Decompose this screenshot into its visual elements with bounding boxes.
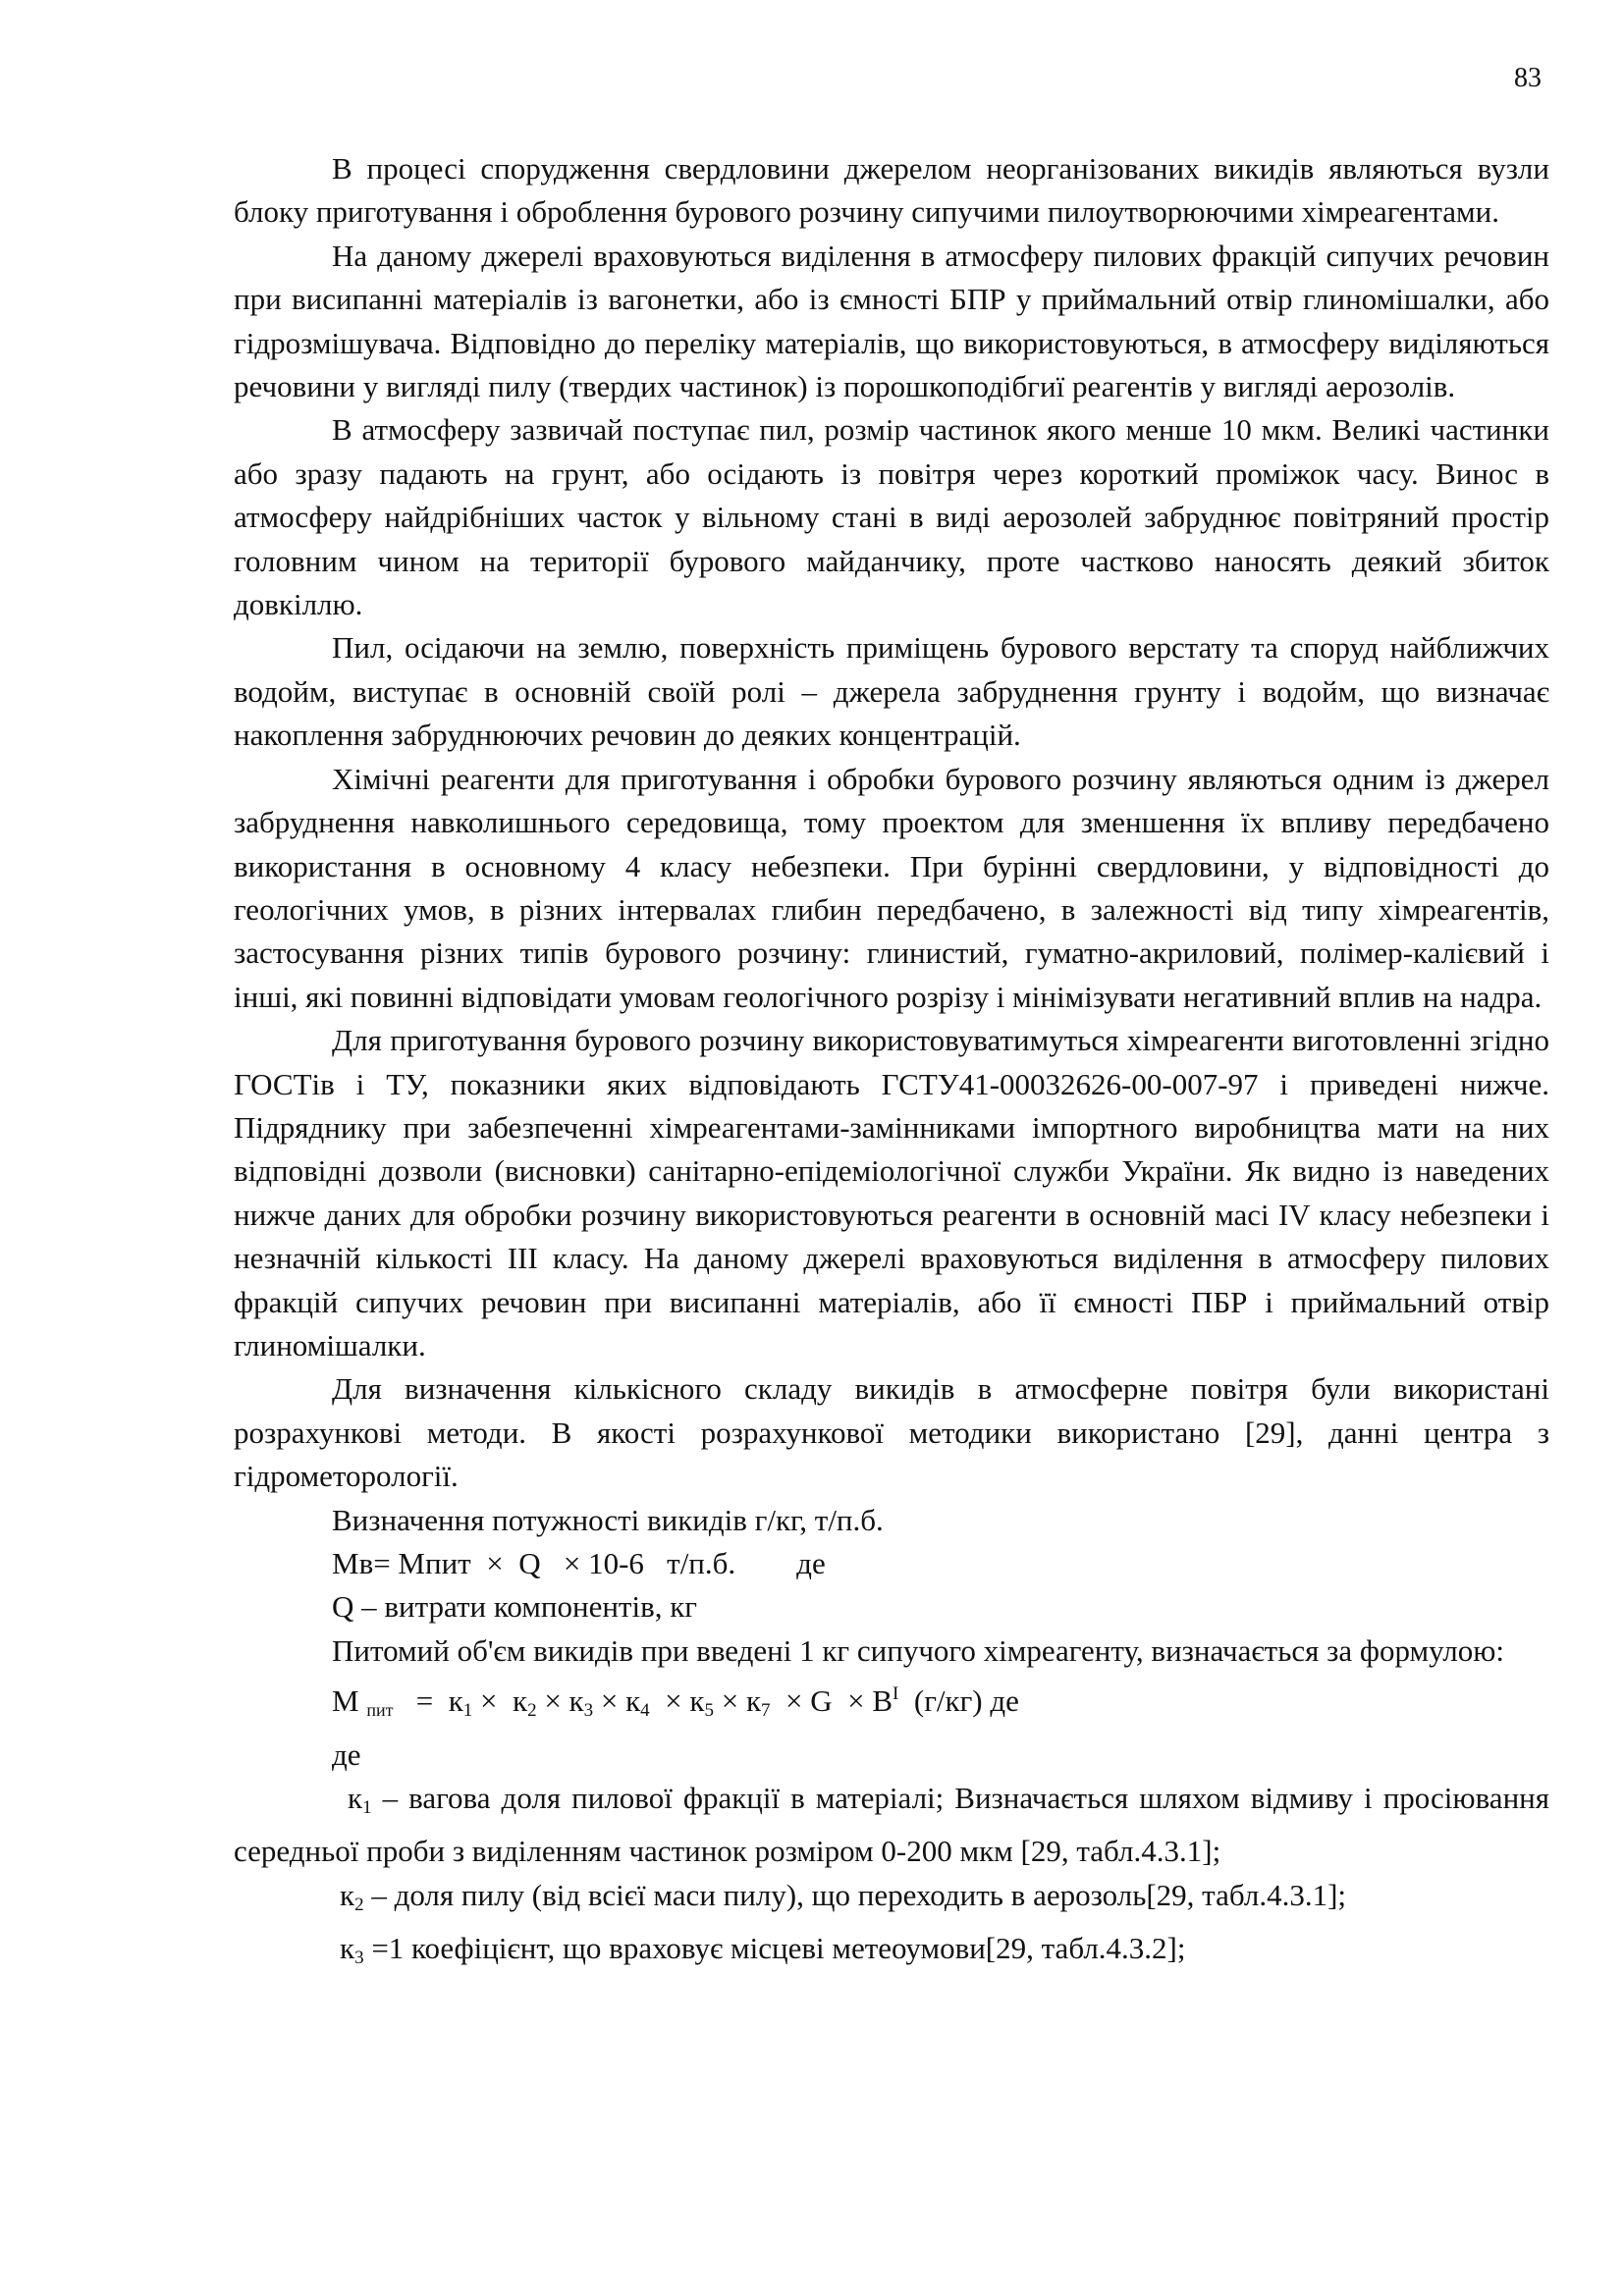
formula-de: де: [332, 1736, 361, 1772]
page-number: 83: [1514, 63, 1542, 93]
paragraph: Для приготування бурового розчину використовуватимуться хімреагенти виготовленні згідно ГОСТів і ТУ, показники яких відповідають ГСТУ41-00032626-00-007-97 і приведені нижче. Підряднику при забезпеченні хімреагентами-замінниками імпортного виробництва мати на них відповідні дозволи (висновки) санітарно-епідеміологічної служби України. Як видно із наведених нижче даних для обробки розчину використовуються реагенти в основній масі IV класу небезпеки і незначній кількості III класу. На даному джерелі враховуються виділення в атмосферу пилових фракцій сипучих речовин при висипанні матеріалів, або її ємності ПБР і приймальний отвір глиномішалки.: [234, 1023, 1549, 1362]
mv-formula: Мв= Мпит × Q × 10-6 т/п.б. де: [332, 1546, 826, 1580]
specific-volume-text: Питомий об'єм викидів при введені 1 кг сипучого хімреагенту, визначається за формулою:: [332, 1632, 1504, 1668]
paragraph: На даному джерелі враховуються виділення в атмосферу пилових фракцій сипучих речовин при висипанні матеріалів із вагонетки, або із ємності БПР у приймальний отвір глиномішалки, або гідрозмішувача. Відповідно до переліку матеріалів, що використовуються, в атмосферу виділяються речовини у вигляді пилу (твердих частинок) із порошкоподібгиї реагентів у вигляді аерозолів.: [234, 238, 1549, 404]
k3-definition: $к_3 =1$ коефіцієнт, що враховує місцеві метеоумови[29, табл.4.3.2];: [340, 1931, 1186, 1969]
paragraph: Хімічні реагенти для приготування і обробки бурового розчину являються одним із джерел забруднення навколишнього середовища, тому проектом для зменшення їх впливу передбачено використання в основному 4 класу небезпеки. При бурінні свердловини, у відповідності до геологічних умов, в різних інтервалах глибин передбачено, в залежності від типу хімреагентів, застосування різних типів бурового розчину: глинистий, гуматно-акриловий, полімер-калієвий і інші, які повинні відповідати умовам геологічного розрізу і мінімізувати негативний вплив на надра.: [234, 761, 1549, 1014]
q-definition: Q – витрати компонентів, кг: [332, 1589, 697, 1625]
specific-emission-formula: М пит = $к_1 \times к_2 \times к_3 \times к_4 \times к_5 \times к_7 \times G \times В^I$ (г/кг) де: [332, 1683, 1019, 1722]
paragraph: В процесі спорудження свердловини джерелом неорганізованих викидів являються вузли блоку приготування і оброблення бурового розчину сипучими пилоутворюючими хімреагентами.: [234, 151, 1549, 230]
power-definition: Визначення потужності викидів г/кг, т/п.б.: [332, 1502, 884, 1537]
paragraph: Пил, осідаючи на землю, поверхність приміщень бурового верстату та споруд найближчих водойм, виступає в основній своїй ролі – джерела забруднення грунту і водойм, що визначає накоплення забруднюючих речовин до деяких концентрацій.: [234, 630, 1549, 753]
k1-definition: $к_1$ – вагова доля пилової фракції в матеріалі; Визначається шляхом відмиву і просіювання середньої проби з виділенням частинок розміром 0-200 мкм [29, табл.4.3.1];: [234, 1781, 1550, 1869]
body-text: [234, 147, 1549, 1981]
paragraph: Для визначення кількісного складу викидів в атмосферне повітря були використані розрахункові методи. В якості розрахункової методики використано [29], данні центра з гідрометорології.: [234, 1371, 1549, 1494]
k2-definition: $к_2$ – доля пилу (від всієї маси пилу), що переходить в аерозоль[29, табл.4.3.1];: [340, 1877, 1347, 1915]
paragraph: В атмосферу зазвичай поступає пил, розмір частинок якого менше 10 мкм. Великі частинки або зразу падають на грунт, або осідають із повітря через короткий проміжок часу. Винос в атмосферу найдрібніших часток у вільному стані в виді аерозолей забруднює повітряний простір головним чином на території бурового майданчику, проте частково наносять деякий збиток довкіллю.: [234, 412, 1549, 622]
